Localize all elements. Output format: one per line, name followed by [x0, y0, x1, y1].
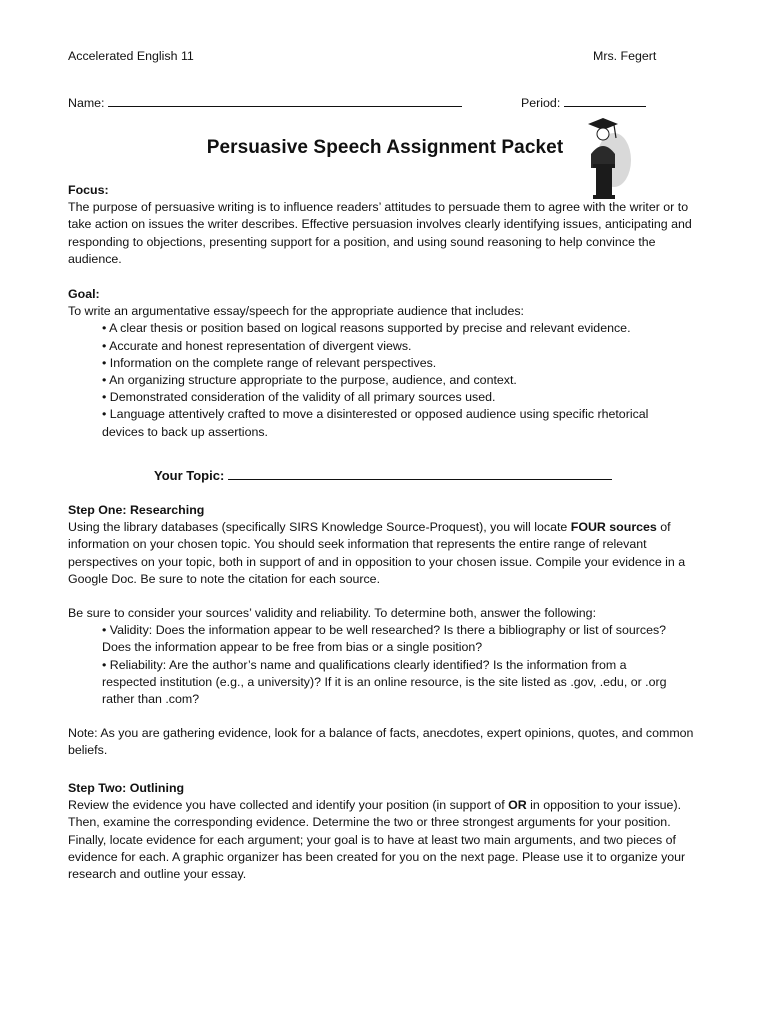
focus-section [68, 182, 708, 268]
goal-heading: Goal: [68, 287, 100, 301]
name-blank[interactable] [108, 94, 462, 107]
validity-list [68, 622, 708, 708]
focus-text: The purpose of persuasive writing is to influence readers’ attitudes to persuade them to agree with the writer or to take action on issues the writer describes. Effective persuasion involves clearly identifying issues, anticipating and responding to objections, presenting support for a position, and using sound reasoning to help convince the audience. [68, 200, 692, 266]
step-two-text-b: in opposition to your issue). Then, examine the corresponding evidence. Determine the two or three strongest arguments for your position. Finally, locate evidence for each argument; your goal is to have at least two main arguments, and two pieces of evidence for each. A graphic organizer has been created for you on the next page. Please use it to organize your research and outline your essay. [68, 798, 686, 882]
topic-blank[interactable] [228, 467, 612, 480]
list-item: • A clear thesis or position based on logical reasons supported by precise and relevant evidence. [102, 321, 631, 336]
page-title: Persuasive Speech Assignment Packet [206, 137, 564, 158]
topic-label: Your Topic: [154, 468, 225, 483]
goal-section [68, 286, 708, 441]
period-blank[interactable] [564, 94, 646, 107]
step-two-text-a: Review the evidence you have collected and identify your position (in support of [68, 798, 509, 813]
list-item: • Reliability: Are the author’s name and qualifications clearly identified? Is the information from a respected institution (e.g., a university)? If it is an online resource, is the site listed as .gov, .edu, or .org rather than .com? [102, 657, 667, 707]
period-label: Period: [521, 96, 561, 110]
teacher-name: Mrs. Fegert [593, 49, 657, 63]
step-two-heading: Step Two: Outlining [68, 781, 185, 795]
list-item: • Language attentively crafted to move a disinterested or opposed audience using specific rhetorical devices to back up assertions. [102, 407, 649, 439]
step-one-paragraph [68, 519, 708, 588]
four-sources-emphasis: FOUR sources [570, 520, 657, 535]
topic-field[interactable] [154, 467, 612, 484]
step-two-section [68, 780, 708, 883]
research-note: Note: As you are gathering evidence, look for a balance of facts, anecdotes, expert opinions, quotes, and common beliefs. [68, 726, 694, 758]
step-one-text-a: Using the library databases (specifically SIRS Knowledge Source-Proquest), you will locate [68, 520, 571, 535]
list-item: • Validity: Does the information appear to be well researched? Is there a bibliography or list of sources? Does the information appear to be free from bias or a single position? [102, 623, 667, 655]
course-name: Accelerated English 11 [68, 49, 194, 63]
list-item: • Accurate and honest representation of divergent views. [102, 338, 412, 353]
focus-heading: Focus: [68, 183, 109, 197]
step-one-section [68, 502, 708, 760]
name-field[interactable] [68, 94, 462, 112]
or-emphasis: OR [508, 798, 527, 813]
goal-list [68, 320, 708, 440]
list-item: • Information on the complete range of relevant perspectives. [102, 355, 437, 370]
period-field[interactable] [521, 94, 646, 112]
step-one-text-b: of information on your chosen topic. You should seek information that represents the entire range of relevant perspectives on your topic, both in support of and in opposition to your chosen issue. Compile your evidence in a Google Doc. Be sure to note the citation for each source. [68, 520, 686, 586]
step-two-paragraph [68, 797, 708, 883]
step-one-heading: Step One: Researching [68, 503, 205, 517]
goal-intro: To write an argumentative essay/speech for the appropriate audience that includes: [68, 304, 524, 319]
name-label: Name: [68, 96, 105, 110]
list-item: • An organizing structure appropriate to the purpose, audience, and context. [102, 373, 517, 388]
validity-intro: Be sure to consider your sources’ validity and reliability. To determine both, answer the following: [68, 606, 597, 621]
list-item: • Demonstrated consideration of the validity of all primary sources used. [102, 390, 496, 405]
